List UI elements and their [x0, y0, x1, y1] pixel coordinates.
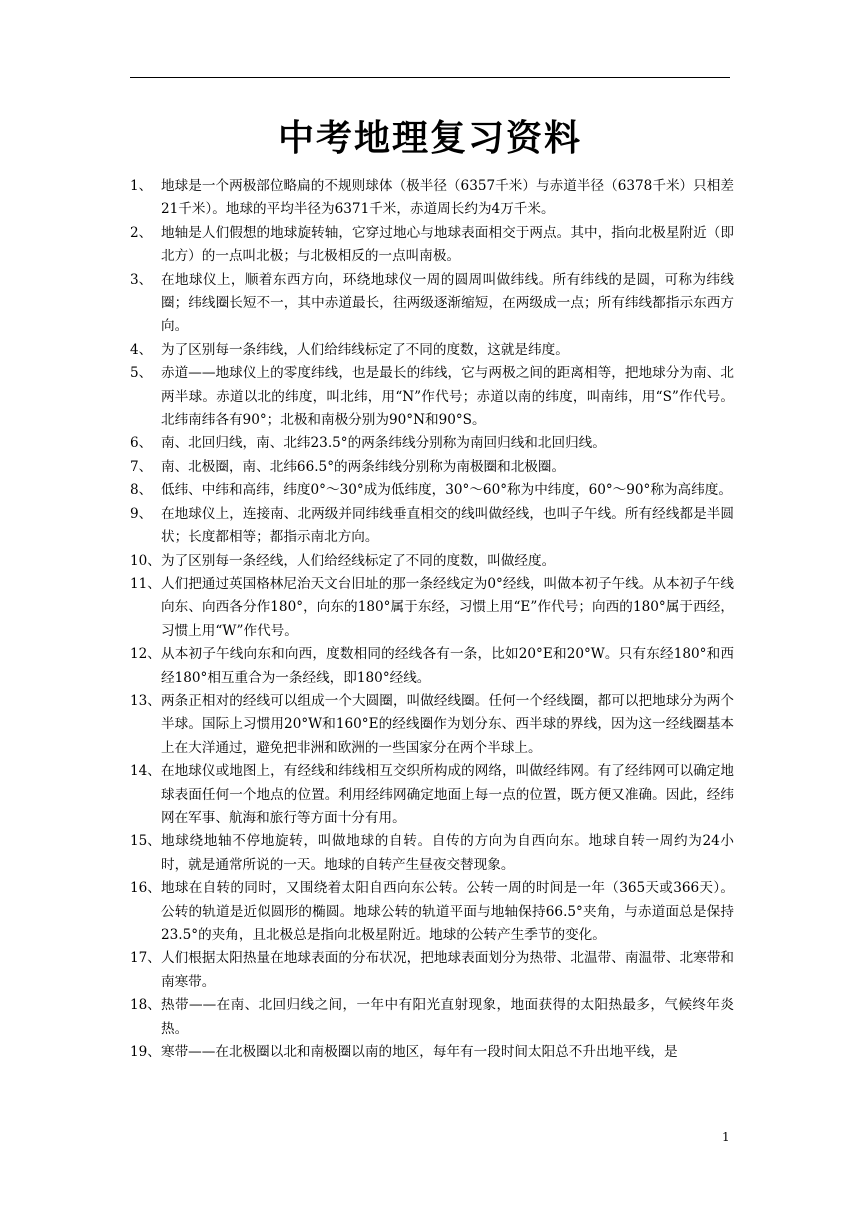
list-item: [130, 643, 734, 690]
list-item-number: 16、: [130, 880, 161, 897]
list-item: [130, 550, 734, 573]
list-item-number: 3、: [130, 271, 153, 288]
page-title: 中考地理复习资料: [277, 118, 582, 159]
list-item-number: 4、: [130, 341, 153, 358]
list-item-text: 寒带——在北极圈以北和南极圈以南的地区，每年有一段时间太阳总不升出地平线，是: [161, 1044, 678, 1061]
list-item: [130, 339, 734, 362]
list-item-number: 9、: [130, 505, 153, 522]
list-item-text: 赤道——地球仪上的零度纬线，也是最长的纬线，它与两极之间的距离相等，把地球分为南、北两半球。赤道以北的纬度，叫北纬，用“N”作代号；赤道以南的纬度，叫南纬，用“S”作代号。北纬南纬各有90°；北极和南极分别为90°N和90°S。: [161, 365, 734, 429]
list-item-text: 为了区别每一条经线，人们给经线标定了不同的度数，叫做经度。: [161, 552, 556, 569]
list-item-number: 1、: [130, 178, 153, 194]
list-item: [130, 222, 734, 269]
list-item-text: 在地球仪上，顺着东西方向，环绕地球仪一周的圆周叫做纬线。所有纬线的是圆，可称为纬线圈；纬线圈长短不一，其中赤道最长，往两级逐渐缩短，在两级成一点；所有纬线都指示东西方向。: [161, 271, 734, 335]
list-item-number: 7、: [130, 458, 153, 475]
list-item: [130, 573, 734, 643]
list-item: [130, 760, 734, 830]
list-item-number: 8、: [130, 482, 153, 499]
header-rule: [130, 77, 730, 78]
list-item: [130, 877, 734, 947]
list-item-text: 地球绕地轴不停地旋转，叫做地球的自转。自传的方向为自西向东。地球自转一周约为24小时，就是通常所说的一天。地球的自转产生昼夜交替现象。: [161, 833, 734, 873]
list-item: [130, 479, 734, 502]
list-item-text: 两条正相对的经线可以组成一个大圆圈，叫做经线圈。任何一个经线圈，都可以把地球分为两个半球。国际上习惯用20°W和160°E的经线圈作为划分东、西半球的界线，因为这一经线圈基本上在大洋通过，避免把非洲和欧洲的一些国家分在两个半球上。: [161, 692, 734, 756]
list-item-text: 为了区别每一条纬线，人们给纬线标定了不同的度数，这就是纬度。: [161, 341, 569, 358]
list-item: [130, 503, 734, 550]
list-item-number: 19、: [130, 1044, 161, 1061]
list-item-text: 在地球仪上，连接南、北两级并同纬线垂直相交的线叫做经线，也叫子午线。所有经线都是半圆状；长度都相等；都指示南北方向。: [161, 505, 734, 546]
list-item-number: 5、: [130, 365, 153, 382]
list-item-text: 人们把通过英国格林尼治天文台旧址的那一条经线定为0°经线，叫做本初子午线。从本初子午线向东、向西各分作180°，向东的180°属于东经，习惯上用“E”作代号；向西的180°属于西经，习惯上用“W”作代号。: [161, 575, 734, 639]
list-item: [130, 1041, 734, 1064]
list-item: [130, 947, 734, 994]
list-item: [130, 432, 734, 455]
list-item-text: 地球是一个两极部位略扁的不规则球体（极半径（6357千米）与赤道半径（6378千米）只相差21千米）。地球的平均半径为6371千米，赤道周长约为4万千米。: [161, 178, 734, 218]
list-item-text: 人们根据太阳热量在地球表面的分布状况，把地球表面划分为热带、北温带、南温带、北寒带和南寒带。: [161, 950, 734, 990]
list-item-number: 2、: [130, 224, 153, 241]
list-item-text: 热带——在南、北回归线之间，一年中有阳光直射现象，地面获得的太阳热最多，气候终年炎热。: [161, 997, 734, 1037]
list-item: [130, 690, 734, 760]
list-item-text: 南、北极圈，南、北纬66.5°的两条纬线分别称为南极圈和北极圈。: [161, 458, 566, 475]
list-item-number: 6、: [130, 435, 153, 452]
list-item-text: 地轴是人们假想的地球旋转轴，它穿过地心与地球表面相交于两点。其中，指向北极星附近（即北方）的一点叫北极；与北极相反的一点叫南极。: [161, 224, 734, 265]
list-item: [130, 269, 734, 339]
list-item-number: 18、: [130, 997, 161, 1014]
list-item-number: 12、: [130, 646, 161, 663]
list-item-number: 15、: [130, 833, 161, 850]
list-item-number: 11、: [130, 575, 161, 592]
list-item-text: 低纬、中纬和高纬，纬度0°～30°成为低纬度，30°～60°称为中纬度，60°～90°称为高纬度。: [161, 482, 732, 499]
list-item-number: 17、: [130, 950, 161, 967]
list-item-text: 从本初子午线向东和向西，度数相同的经线各有一条，比如20°E和20°W。只有东经180°和西经180°相互重合为一条经线，即180°经线。: [161, 646, 734, 686]
list-item-text: 南、北回归线，南、北纬23.5°的两条纬线分别称为南回归线和北回归线。: [161, 435, 606, 452]
list-item-number: 14、: [130, 763, 161, 780]
list-item: [130, 994, 734, 1041]
list-item: [130, 362, 734, 432]
page-number: 1: [722, 1130, 730, 1144]
list-item: [130, 830, 734, 877]
list-item: [130, 456, 734, 479]
numbered-list: [130, 175, 734, 1064]
list-item-number: 10、: [130, 552, 161, 569]
list-item-text: 在地球仪或地图上，有经线和纬线相互交织所构成的网络，叫做经纬网。有了经纬网可以确定地球表面任何一个地点的位置。利用经纬网确定地面上每一点的位置，既方便又准确。因此，经纬网在军事、航海和旅行等方面十分有用。: [161, 763, 734, 826]
list-item-number: 13、: [130, 692, 161, 709]
list-item: [130, 175, 734, 222]
list-item-text: 地球在自转的同时，又围绕着太阳自西向东公转。公转一周的时间是一年（365天或366天）。公转的轨道是近似圆形的椭圆。地球公转的轨道平面与地轴保持66.5°夹角，与赤道面总是保持23.5°的夹角，且北极总是指向北极星附近。地球的公转产生季节的变化。: [161, 880, 734, 943]
